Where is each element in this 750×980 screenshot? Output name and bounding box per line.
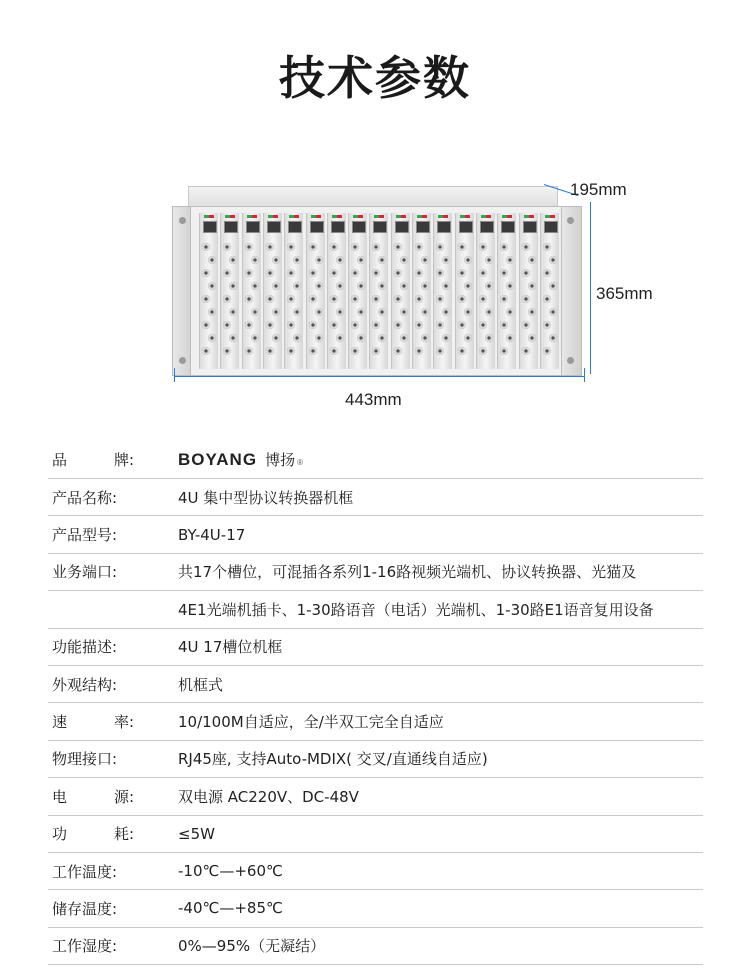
spec-value: 4U 17槽位机框 xyxy=(178,638,283,657)
spec-label: 产品型号: xyxy=(52,526,118,545)
spec-value: ≤5W xyxy=(178,824,215,843)
spec-row xyxy=(48,816,703,853)
spec-label: 功 耗: xyxy=(52,825,134,844)
spec-row xyxy=(48,554,703,591)
spec-value: -10℃—+60℃ xyxy=(178,862,283,881)
spec-row xyxy=(48,666,703,703)
chassis-slot xyxy=(369,213,388,369)
chassis-slot xyxy=(327,213,346,369)
chassis-slot xyxy=(497,213,516,369)
spec-label: 电 源: xyxy=(52,787,134,806)
spec-value: 机框式 xyxy=(178,675,224,694)
spec-label: 产品名称: xyxy=(52,488,118,507)
spec-value: RJ45座, 支持Auto-MDIX( 交叉/直通线自适应) xyxy=(178,750,488,769)
spec-row xyxy=(48,890,703,927)
registered-mark: ® xyxy=(297,457,303,467)
spec-value: 共17个槽位，可混插各系列1-16路视频光端机、协议转换器、光猫及 xyxy=(178,563,637,582)
chassis-slot xyxy=(306,213,325,369)
chassis-slot xyxy=(412,213,431,369)
chassis-slot xyxy=(263,213,282,369)
chassis-slot xyxy=(433,213,452,369)
height-dimension-line xyxy=(590,202,591,374)
spec-row xyxy=(48,440,703,479)
spec-label: 速 率: xyxy=(52,713,134,732)
spec-value: 10/100M自适应，全/半双工完全自适应 xyxy=(178,713,444,732)
width-dim-tick-right xyxy=(584,368,585,382)
spec-label: 功能描述: xyxy=(52,638,118,657)
spec-value: -40℃—+85℃ xyxy=(178,899,283,918)
height-dimension-label: 365mm xyxy=(596,284,653,303)
chassis-slot xyxy=(220,213,239,369)
spec-row xyxy=(48,853,703,890)
product-image-chassis xyxy=(166,178,606,378)
width-dimension-label: 443mm xyxy=(345,390,402,409)
spec-row xyxy=(48,928,703,965)
spec-table xyxy=(48,440,703,965)
spec-label: 工作温度: xyxy=(52,862,118,881)
chassis-slot xyxy=(476,213,495,369)
spec-label: 物理接口: xyxy=(52,750,118,769)
chassis-slot xyxy=(455,213,474,369)
chassis-slot xyxy=(284,213,303,369)
chassis-front-panel xyxy=(190,206,562,376)
brand-logo xyxy=(178,449,303,470)
chassis-slot xyxy=(540,213,559,369)
spec-value: BY-4U-17 xyxy=(178,525,246,544)
chassis-slot xyxy=(348,213,367,369)
spec-label: 储存温度: xyxy=(52,899,118,918)
brand-logo-text: BOYANG xyxy=(178,449,258,469)
spec-label: 业务端口: xyxy=(52,563,118,582)
spec-row xyxy=(48,479,703,516)
spec-label: 工作湿度: xyxy=(52,937,118,956)
spec-label: 外观结构: xyxy=(52,675,118,694)
spec-label: 品 牌: xyxy=(52,450,134,469)
rack-ear-right xyxy=(560,206,582,376)
spec-row xyxy=(48,516,703,553)
spec-value: 0%—95%（无凝结） xyxy=(178,937,326,956)
chassis-slot xyxy=(242,213,261,369)
spec-row xyxy=(48,778,703,815)
width-dimension-line xyxy=(174,376,584,377)
chassis-slot xyxy=(199,213,218,369)
spec-row xyxy=(48,591,703,628)
spec-value: 双电源 AC220V、DC-48V xyxy=(178,787,359,806)
page-title: 技术参数 xyxy=(279,51,471,105)
spec-value: 4E1光端机插卡、1-30路语音（电话）光端机、1-30路E1语音复用设备 xyxy=(178,600,654,619)
chassis-slot xyxy=(391,213,410,369)
width-dim-tick-left xyxy=(174,368,175,382)
brand-logo-cn: 博扬 xyxy=(265,451,296,469)
spec-row xyxy=(48,703,703,740)
spec-row xyxy=(48,741,703,778)
depth-dimension-label: 195mm xyxy=(570,180,627,199)
spec-value: 4U 集中型协议转换器机框 xyxy=(178,488,354,507)
chassis-slot xyxy=(519,213,538,369)
spec-row xyxy=(48,629,703,666)
